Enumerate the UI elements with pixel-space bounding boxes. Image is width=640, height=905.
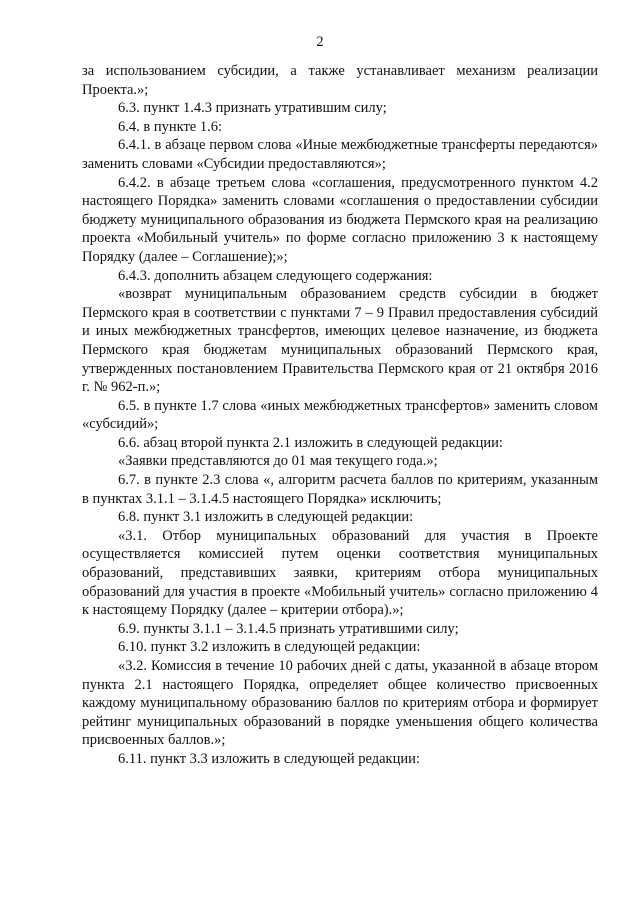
paragraph-6-10: 6.10. пункт 3.2 изложить в следующей редакции: [118, 639, 421, 656]
paragraph-6-6: 6.6. абзац второй пункта 2.1 изложить в следующей редакции: [118, 434, 503, 451]
paragraph-continuation: за использованием субсидии, а также устанавливает механизм реализации Проекта.»; [82, 63, 598, 98]
paragraph-6-4-2: 6.4.2. в абзаце третьем слова «соглашения, предусмотренного пунктом 4.2 настоящего Порядка» заменить словами «соглашения о предоставлении субсидии бюджету муниципального образования из бюджета Пермского края на реализацию проекта «Мобильный учитель» по форме согласно приложению 3 к настоящему Порядку (далее – Соглашение);»; [82, 174, 598, 265]
paragraph-6-4-3: 6.4.3. дополнить абзацем следующего содержания: [118, 267, 433, 284]
paragraph-6-4-3-quote: «возврат муниципальным образованием средств субсидии в бюджет Пермского края в соответствии с пунктами 7 – 9 Правил предоставления субсидий и иных межбюджетных трансфертов, имеющих целевое назначение, из бюджета Пермского края бюджетам муниципальных образований Пермского края, утвержденных постановлением Правительства Пермского края от 21 октября 2016 г. № 962-п.»; [82, 286, 598, 396]
document-body [82, 62, 598, 769]
paragraph-6-7: 6.7. в пункте 2.3 слова «, алгоритм расчета баллов по критериям, указанным в пунктах 3.1.1 – 3.1.4.5 настоящего Порядка» исключить; [82, 472, 598, 507]
paragraph-6-5: 6.5. в пункте 1.7 слова «иных межбюджетных трансфертов» заменить словом «субсидий»; [82, 397, 598, 433]
paragraph-6-10-quote: «3.2. Комиссия в течение 10 рабочих дней с даты, указанной в абзаце втором пункта 2.1 настоящего Порядка, определяет общее количество присвоенных каждому муниципальному образованию баллов по критериям отбора и формирует рейтинг муниципальных образований в порядке уменьшения общего количества присвоенных баллов.»; [82, 658, 598, 749]
paragraph-6-8-quote: «3.1. Отбор муниципальных образований для участия в Проекте осуществляется комиссией путем оценки соответствия муниципальных образований, представивших заявки, критериям отбора муниципальных образований для участия в проекте «Мобильный учитель» согласно приложению 4 к настоящему Порядку (далее – критерии отбора).»; [82, 527, 598, 619]
page-number: 2 [316, 34, 324, 50]
paragraph-6-11: 6.11. пункт 3.3 изложить в следующей редакции: [118, 750, 420, 767]
paragraph-6-3: 6.3. пункт 1.4.3 признать утратившим силу; [118, 100, 387, 117]
paragraph-6-8: 6.8. пункт 3.1 изложить в следующей редакции: [118, 509, 414, 526]
paragraph-6-4-1: 6.4.1. в абзаце первом слова «Иные межбюджетные трансферты передаются» заменить словами «Субсидии предоставляются»; [82, 137, 598, 172]
paragraph-6-4: 6.4. в пункте 1.6: [118, 118, 223, 135]
paragraph-6-6-quote: «Заявки представляются до 01 мая текущего года.»; [118, 453, 438, 470]
paragraph-6-9: 6.9. пункты 3.1.1 – 3.1.4.5 признать утратившими силу; [118, 620, 459, 637]
